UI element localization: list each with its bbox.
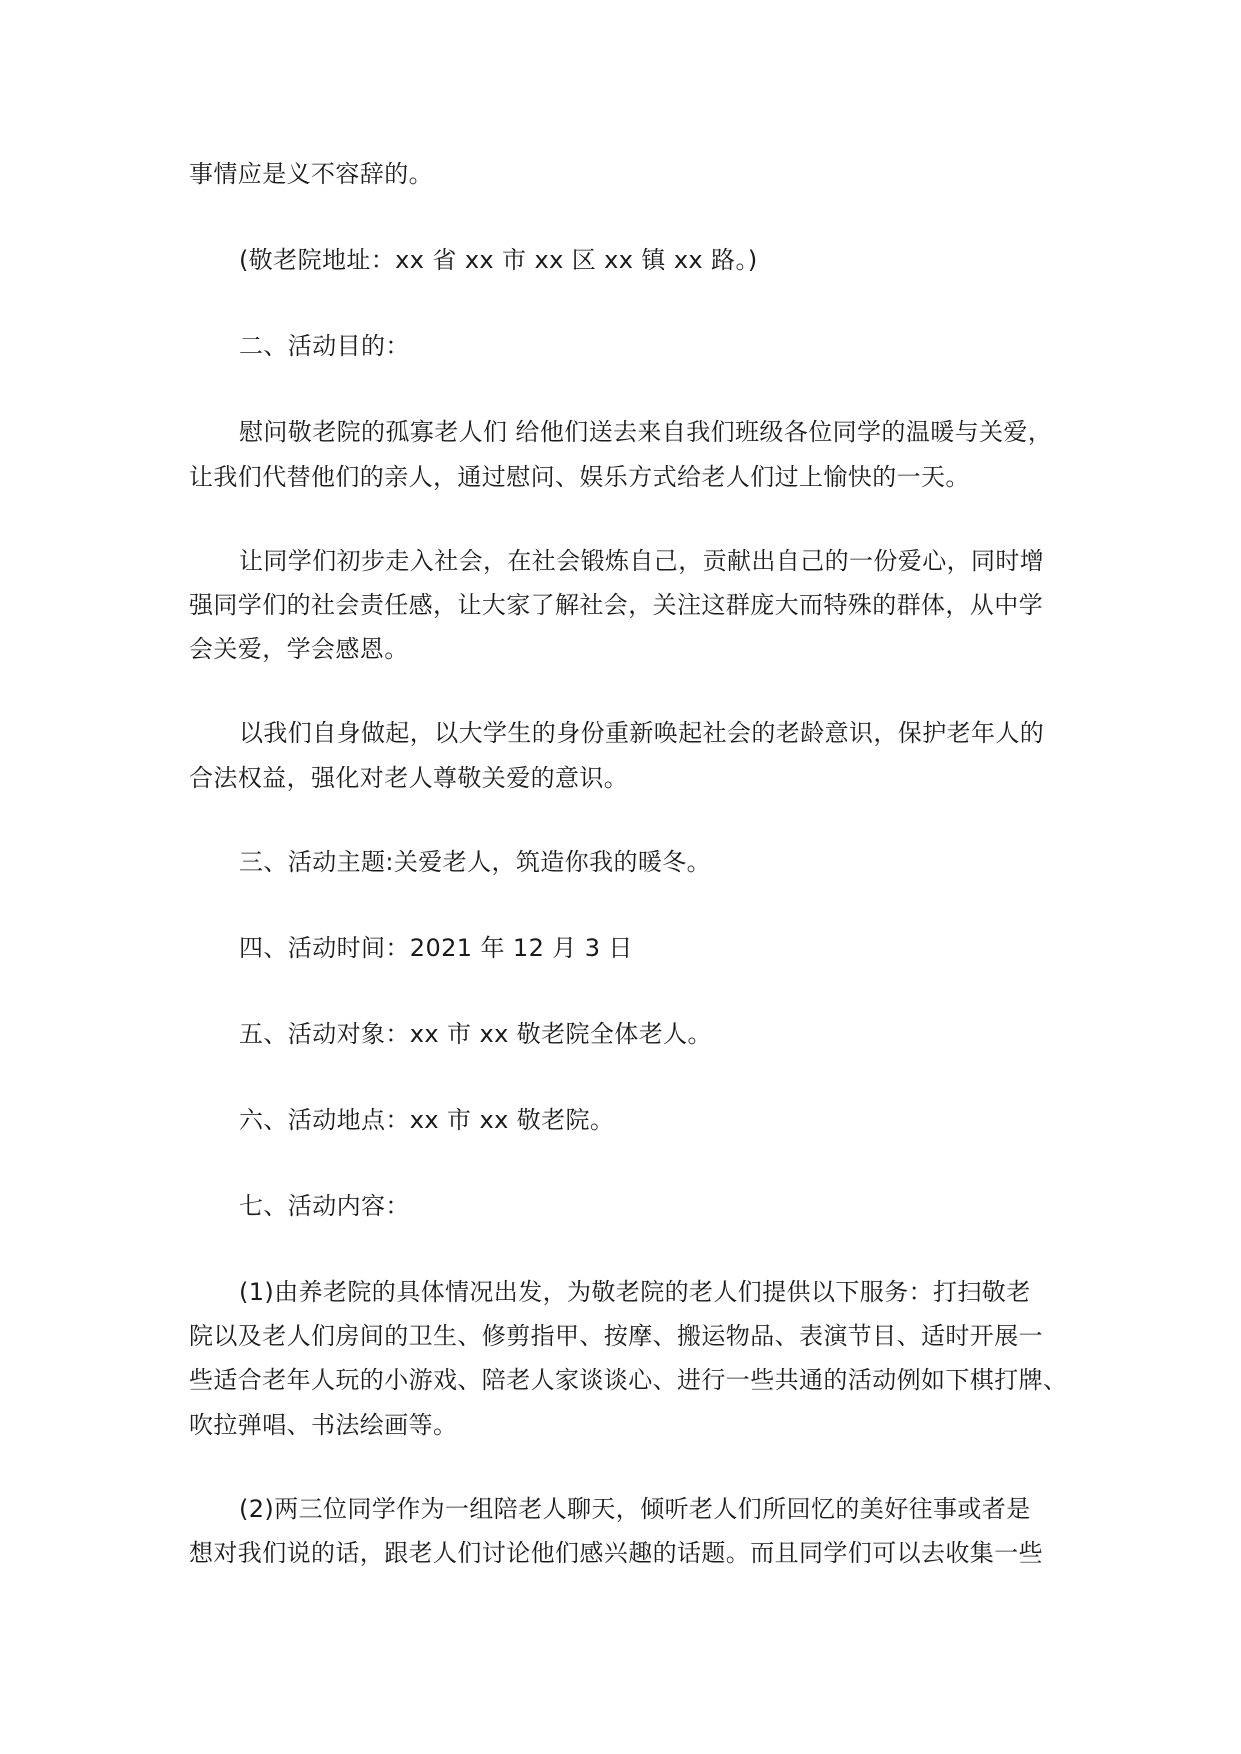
paragraph-line: 以我们自身做起，以大学生的身份重新唤起社会的老龄意识，保护老年人的 <box>239 719 1045 747</box>
paragraph-line: 慰问敬老院的孤寡老人们 给他们送去来自我们班级各位同学的温暖与关爱， <box>239 418 1053 446</box>
paragraph-line: 强同学们的社会责任感，让大家了解社会，关注这群庞大而特殊的群体，从中学 <box>189 591 1043 619</box>
paragraph-line: 院以及老人们房间的卫生、修剪指甲、按摩、搬运物品、表演节目、适时开展一 <box>189 1322 1043 1350</box>
paragraph-line: 合法权益，强化对老人尊敬关爱的意识。 <box>189 764 629 792</box>
paragraph-line: 想对我们说的话，跟老人们讨论他们感兴趣的话题。而且同学们可以去收集一些 <box>189 1539 1043 1567</box>
paragraph-line: 吹拉弹唱、书法绘画等。 <box>189 1411 458 1439</box>
paragraph-line: (2)两三位同学作为一组陪老人聊天，倾听老人们所回忆的美好往事或者是 <box>239 1495 1031 1523</box>
paragraph-line: (1)由养老院的具体情况出发，为敬老院的老人们提供以下服务：打扫敬老 <box>239 1278 1031 1306</box>
paragraph-line: 些适合老年人玩的小游戏、陪老人家谈谈心、进行一些共通的活动例如下棋打牌、 <box>189 1366 1068 1394</box>
paragraph-line: 会关爱，学会感恩。 <box>189 635 409 663</box>
section-heading: 三、活动主题:关爱老人，筑造你我的暖冬。 <box>239 848 712 876</box>
paragraph-line: 让同学们初步走入社会，在社会锻炼自己，贡献出自己的一份爱心，同时增 <box>239 547 1045 575</box>
address-line: (敬老院地址：xx 省 xx 市 xx 区 xx 镇 xx 路。) <box>239 246 758 274</box>
section-heading: 六、活动地点：xx 市 xx 敬老院。 <box>239 1106 615 1134</box>
section-heading: 四、活动时间：2021 年 12 月 3 日 <box>239 934 633 962</box>
paragraph-line: 让我们代替他们的亲人，通过慰问、娱乐方式给老人们过上愉快的一天。 <box>189 463 970 491</box>
section-heading: 二、活动目的： <box>239 332 410 360</box>
paragraph-line: 事情应是义不容辞的。 <box>189 160 433 188</box>
section-heading: 五、活动对象：xx 市 xx 敬老院全体老人。 <box>239 1020 712 1048</box>
section-heading: 七、活动内容： <box>239 1192 410 1220</box>
